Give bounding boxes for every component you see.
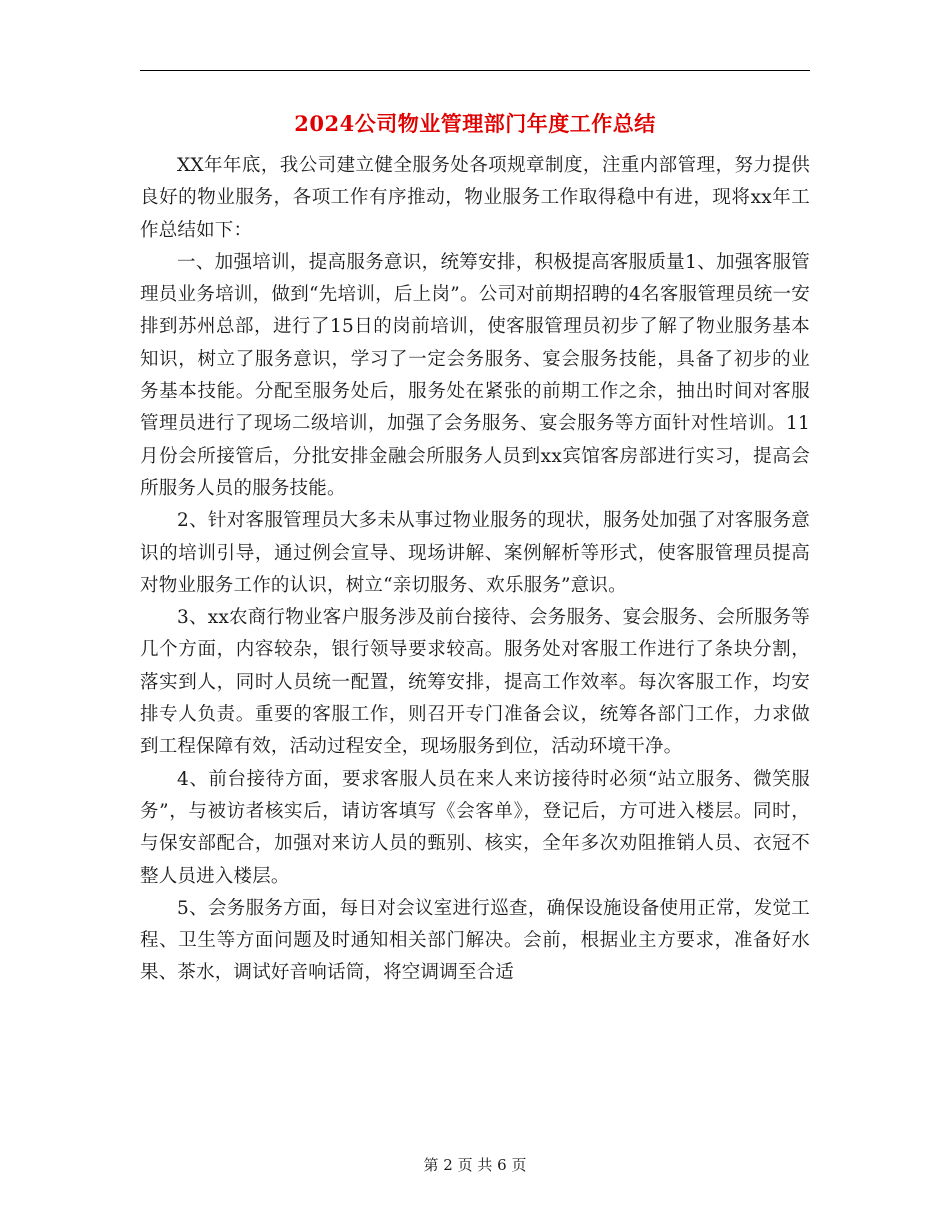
body-paragraph: 一、加强培训，提高服务意识，统筹安排，积极提高客服质量1、加强客服管理员业务培训，做到“先培训，后上岗”。公司对前期招聘的4名客服管理员统一安排到苏州总部，进行了15日的岗前培训，使客服管理员初步了解了物业服务基本知识，树立了服务意识，学习了一定会务服务、宴会服务技能，具备了初步的业务基本技能。分配至服务处后，服务处在紧张的前期工作之余，抽出时间对客服管理员进行了现场二级培训，加强了会务服务、宴会服务等方面针对性培训。11月份会所接管后，分批安排金融会所服务人员到xx宾馆客房部进行实习，提高会所服务人员的服务技能。: [140, 251, 810, 499]
body-paragraph: 2、针对客服管理员大多未从事过物业服务的现状，服务处加强了对客服务意识的培训引导，通过例会宣导、现场讲解、案例解析等形式，使客服管理员提高对物业服务工作的认识，树立“亲切服务、欢乐服务”意识。: [140, 510, 810, 596]
page-number-footer: 第 2 页 共 6 页: [423, 1156, 527, 1174]
document-body: [140, 150, 810, 990]
body-paragraph: 4、前台接待方面，要求客服人员在来人来访接待时必须“站立服务、微笑服务”，与被访者核实后，请访客填写《会客单》，登记后，方可进入楼层。同时，与保安部配合，加强对来访人员的甄别、核实，全年多次劝阻推销人员、衣冠不整人员进入楼层。: [140, 768, 810, 887]
document-title: 2024公司物业管理部门年度工作总结: [294, 111, 656, 136]
body-paragraph: XX年年底，我公司建立健全服务处各项规章制度，注重内部管理，努力提供良好的物业服务，各项工作有序推动，物业服务工作取得稳中有进，现将xx年工作总结如下：: [140, 155, 810, 241]
header-rule: [140, 70, 810, 71]
body-paragraph: 5、会务服务方面，每日对会议室进行巡查，确保设施设备使用正常，发觉工程、卫生等方面问题及时通知相关部门解决。会前，根据业主方要求，准备好水果、茶水，调试好音响话筒，将空调调至合适: [140, 897, 810, 984]
body-paragraph: 3、xx农商行物业客户服务涉及前台接待、会务服务、宴会服务、会所服务等几个方面，内容较杂，银行领导要求较高。服务处对客服工作进行了条块分割，落实到人，同时人员统一配置，统筹安排，提高工作效率。每次客服工作，均安排专人负责。重要的客服工作，则召开专门准备会议，统筹各部门工作，力求做到工程保障有效，活动过程安全，现场服务到位，活动环境干净。: [140, 607, 810, 758]
